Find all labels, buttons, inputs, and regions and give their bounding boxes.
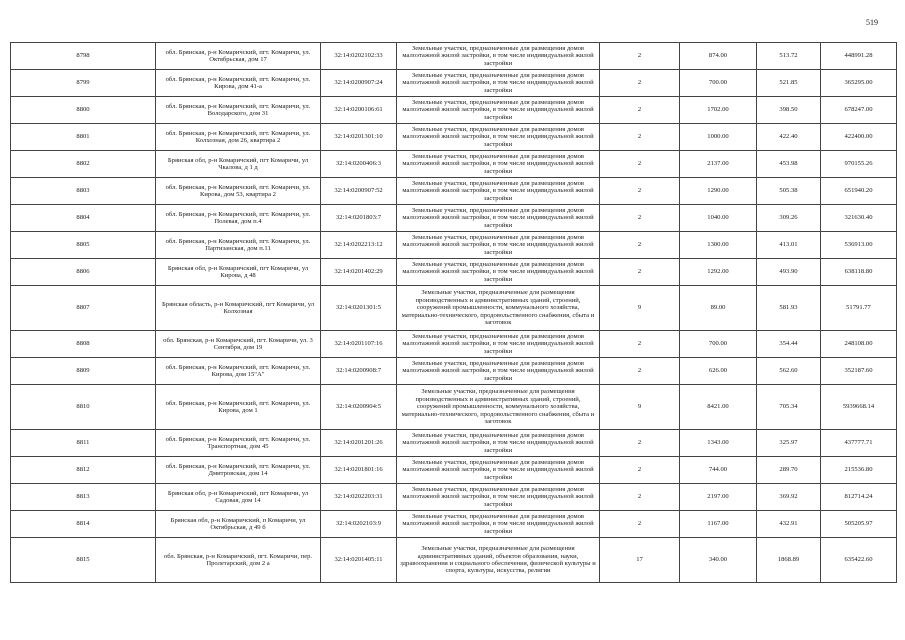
address-cell: Брянская обл, р-н Комаричский, пгт Комаричи, ул Садовая, дом 14: [156, 484, 321, 511]
row-id-cell: 8805: [11, 232, 156, 259]
group-number-cell: 2: [600, 484, 680, 511]
group-number-cell: 2: [600, 97, 680, 124]
group-number-cell: 2: [600, 124, 680, 151]
row-id-cell: 8813: [11, 484, 156, 511]
table-row: [11, 511, 897, 538]
area-cell: 626.00: [680, 358, 757, 385]
table-row: [11, 385, 897, 430]
land-use-purpose-cell: Земельные участки, предназначенные для размещения производственных и административных зданий, строений, сооружений промышленности, коммунального хозяйства, материально-технического, продовольственного снабжения, сбыта и заготовок: [397, 385, 600, 430]
area-cell: 1343.00: [680, 430, 757, 457]
address-cell: Брянская обл, р-н Комаричский, пгт Комаричи, ул Кирова, д 48: [156, 259, 321, 286]
area-cell: 744.00: [680, 457, 757, 484]
specific-value-cell: 1868.89: [757, 538, 821, 583]
area-cell: 89.00: [680, 286, 757, 331]
row-id-cell: 8799: [11, 70, 156, 97]
specific-value-cell: 325.97: [757, 430, 821, 457]
row-id-cell: 8815: [11, 538, 156, 583]
cadastral-value-cell: 635422.60: [821, 538, 897, 583]
row-id-cell: 8812: [11, 457, 156, 484]
cadastral-number-cell: 32:14:0201405:11: [321, 538, 397, 583]
group-number-cell: 9: [600, 385, 680, 430]
cadastral-value-cell: 248108.00: [821, 331, 897, 358]
row-id-cell: 8807: [11, 286, 156, 331]
row-id-cell: 8810: [11, 385, 156, 430]
area-cell: 700.00: [680, 331, 757, 358]
row-id-cell: 8809: [11, 358, 156, 385]
specific-value-cell: 453.98: [757, 151, 821, 178]
area-cell: 1290.00: [680, 178, 757, 205]
cadastral-value-cell: 448991.28: [821, 43, 897, 70]
table-row: [11, 430, 897, 457]
row-id-cell: 8801: [11, 124, 156, 151]
table-row: [11, 97, 897, 124]
group-number-cell: 2: [600, 70, 680, 97]
row-id-cell: 8800: [11, 97, 156, 124]
row-id-cell: 8804: [11, 205, 156, 232]
area-cell: 700.00: [680, 70, 757, 97]
area-cell: 1167.00: [680, 511, 757, 538]
group-number-cell: 2: [600, 430, 680, 457]
table-row: [11, 178, 897, 205]
cadastral-value-cell: 352187.60: [821, 358, 897, 385]
row-id-cell: 8798: [11, 43, 156, 70]
cadastral-number-cell: 32:14:0201301:10: [321, 124, 397, 151]
specific-value-cell: 562.60: [757, 358, 821, 385]
cadastral-value-cell: 437777.71: [821, 430, 897, 457]
table-row: [11, 259, 897, 286]
specific-value-cell: 513.72: [757, 43, 821, 70]
group-number-cell: 2: [600, 358, 680, 385]
cadastral-number-cell: 32:14:0201801:16: [321, 457, 397, 484]
group-number-cell: 2: [600, 151, 680, 178]
land-use-purpose-cell: Земельные участки, предназначенные для размещения домов малоэтажной жилой застройки, в том числе индивидуальной жилой застройки: [397, 259, 600, 286]
cadastral-value-cell: 422400.00: [821, 124, 897, 151]
cadastral-value-cell: 215536.80: [821, 457, 897, 484]
specific-value-cell: 398.50: [757, 97, 821, 124]
row-id-cell: 8802: [11, 151, 156, 178]
land-use-purpose-cell: Земельные участки, предназначенные для размещения домов малоэтажной жилой застройки, в том числе индивидуальной жилой застройки: [397, 151, 600, 178]
specific-value-cell: 309.26: [757, 205, 821, 232]
land-use-purpose-cell: Земельные участки, предназначенные для размещения домов малоэтажной жилой застройки, в том числе индивидуальной жилой застройки: [397, 430, 600, 457]
group-number-cell: 9: [600, 286, 680, 331]
address-cell: обл. Брянская, р-н Комаричский, пгт. Комаричи, ул. Октябрьская, дом 17: [156, 43, 321, 70]
address-cell: обл. Брянская, р-н Комаричский, пгт. Комаричи, ул. Кирова, дом 53, квартира 2: [156, 178, 321, 205]
cadastral-value-cell: 536913.00: [821, 232, 897, 259]
land-use-purpose-cell: Земельные участки, предназначенные для размещения домов малоэтажной жилой застройки, в том числе индивидуальной жилой застройки: [397, 232, 600, 259]
land-use-purpose-cell: Земельные участки, предназначенные для размещения административных зданий, объектов образования, науки, здравоохранения и социального обеспечения, физической культуры и спорта, культуры, искусства, религии: [397, 538, 600, 583]
cadastral-number-cell: 32:14:0200406:3: [321, 151, 397, 178]
cadastral-value-cell: 638118.80: [821, 259, 897, 286]
land-use-purpose-cell: Земельные участки, предназначенные для размещения домов малоэтажной жилой застройки, в том числе индивидуальной жилой застройки: [397, 124, 600, 151]
land-use-purpose-cell: Земельные участки, предназначенные для размещения домов малоэтажной жилой застройки, в том числе индивидуальной жилой застройки: [397, 484, 600, 511]
address-cell: обл. Брянская, р-н Комаричский, пгт. Комаричи, ул. Транспортная, дом 45: [156, 430, 321, 457]
address-cell: Брянская область, р-н Комаричский, пгт Комаричи, ул Колхозная: [156, 286, 321, 331]
row-id-cell: 8806: [11, 259, 156, 286]
land-use-purpose-cell: Земельные участки, предназначенные для размещения домов малоэтажной жилой застройки, в том числе индивидуальной жилой застройки: [397, 97, 600, 124]
address-cell: обл. Брянская, р-н Комаричский, пгт. Комаричи, ул. Володарского, дом 31: [156, 97, 321, 124]
land-register-table: [10, 42, 897, 583]
specific-value-cell: 493.90: [757, 259, 821, 286]
table-row: [11, 151, 897, 178]
cadastral-value-cell: 505205.97: [821, 511, 897, 538]
address-cell: обл. Брянская, р-н Комаричский, пгт. Комаричи, ул. Полевая, дом п.4: [156, 205, 321, 232]
address-cell: Брянская обл, р-н Комаричский, п Комаричи, ул Октябрьская, д 49 б: [156, 511, 321, 538]
group-number-cell: 2: [600, 43, 680, 70]
address-cell: обл. Брянская, р-н Комаричский, пгт. Комаричи, пер. Пролетарский, дом 2 а: [156, 538, 321, 583]
land-use-purpose-cell: Земельные участки, предназначенные для размещения домов малоэтажной жилой застройки, в том числе индивидуальной жилой застройки: [397, 70, 600, 97]
address-cell: Брянская обл, р-н Комаричский, пгт Комаричи, ул Чкалова, д 1 д: [156, 151, 321, 178]
cadastral-value-cell: 970155.26: [821, 151, 897, 178]
specific-value-cell: 289.70: [757, 457, 821, 484]
address-cell: обл. Брянская, р-н Комаричский, пгт. Комаричи, ул. 3 Сентября, дом 19: [156, 331, 321, 358]
cadastral-number-cell: 32:14:0202102:33: [321, 43, 397, 70]
cadastral-number-cell: 32:14:0202203:31: [321, 484, 397, 511]
table-row: [11, 331, 897, 358]
land-use-purpose-cell: Земельные участки, предназначенные для размещения производственных и административных зданий, строений, сооружений промышленности, коммунального хозяйства, материально-технического, продовольственного снабжения, сбыта и заготовок: [397, 286, 600, 331]
cadastral-number-cell: 32:14:0202213:12: [321, 232, 397, 259]
cadastral-number-cell: 32:14:0202103:9: [321, 511, 397, 538]
page-number: 519: [866, 18, 878, 27]
cadastral-value-cell: 5939668.14: [821, 385, 897, 430]
group-number-cell: 2: [600, 205, 680, 232]
cadastral-number-cell: 32:14:0201301:5: [321, 286, 397, 331]
land-use-purpose-cell: Земельные участки, предназначенные для размещения домов малоэтажной жилой застройки, в том числе индивидуальной жилой застройки: [397, 178, 600, 205]
land-use-purpose-cell: Земельные участки, предназначенные для размещения домов малоэтажной жилой застройки, в том числе индивидуальной жилой застройки: [397, 511, 600, 538]
cadastral-number-cell: 32:14:0200907:52: [321, 178, 397, 205]
cadastral-number-cell: 32:14:0200908:7: [321, 358, 397, 385]
cadastral-number-cell: 32:14:0201107:16: [321, 331, 397, 358]
group-number-cell: 2: [600, 511, 680, 538]
area-cell: 1292.00: [680, 259, 757, 286]
cadastral-value-cell: 651940.20: [821, 178, 897, 205]
area-cell: 8421.00: [680, 385, 757, 430]
cadastral-number-cell: 32:14:0201402:29: [321, 259, 397, 286]
group-number-cell: 2: [600, 331, 680, 358]
group-number-cell: 2: [600, 457, 680, 484]
row-id-cell: 8808: [11, 331, 156, 358]
row-id-cell: 8814: [11, 511, 156, 538]
specific-value-cell: 369.92: [757, 484, 821, 511]
table-row: [11, 124, 897, 151]
cadastral-value-cell: 321630.40: [821, 205, 897, 232]
table-row: [11, 286, 897, 331]
table-row: [11, 457, 897, 484]
address-cell: обл. Брянская, р-н Комаричский, пгт. Комаричи, ул. Дмитровская, дом 14: [156, 457, 321, 484]
table-row: [11, 205, 897, 232]
land-use-purpose-cell: Земельные участки, предназначенные для размещения домов малоэтажной жилой застройки, в том числе индивидуальной жилой застройки: [397, 205, 600, 232]
address-cell: обл. Брянская, р-н Комаричский, пгт. Комаричи, ул. Кирова, дом 15"А": [156, 358, 321, 385]
cadastral-value-cell: 678247.00: [821, 97, 897, 124]
table-row: [11, 358, 897, 385]
area-cell: 1000.00: [680, 124, 757, 151]
land-use-purpose-cell: Земельные участки, предназначенные для размещения домов малоэтажной жилой застройки, в том числе индивидуальной жилой застройки: [397, 358, 600, 385]
cadastral-value-cell: 365295.00: [821, 70, 897, 97]
address-cell: обл. Брянская, р-н Комаричский, пгт. Комаричи, ул. Партизанская, дом п.11: [156, 232, 321, 259]
cadastral-number-cell: 32:14:0201201:26: [321, 430, 397, 457]
specific-value-cell: 354.44: [757, 331, 821, 358]
row-id-cell: 8803: [11, 178, 156, 205]
cadastral-number-cell: 32:14:0200907:24: [321, 70, 397, 97]
specific-value-cell: 505.38: [757, 178, 821, 205]
specific-value-cell: 521.85: [757, 70, 821, 97]
specific-value-cell: 705.34: [757, 385, 821, 430]
table-body: [11, 43, 897, 583]
specific-value-cell: 581.93: [757, 286, 821, 331]
group-number-cell: 17: [600, 538, 680, 583]
area-cell: 874.00: [680, 43, 757, 70]
table-row: [11, 232, 897, 259]
area-cell: 2137.00: [680, 151, 757, 178]
area-cell: 1300.00: [680, 232, 757, 259]
address-cell: обл. Брянская, р-н Комаричский, пгт. Комаричи, ул. Кирова, дом 41-а: [156, 70, 321, 97]
group-number-cell: 2: [600, 259, 680, 286]
land-use-purpose-cell: Земельные участки, предназначенные для размещения домов малоэтажной жилой застройки, в том числе индивидуальной жилой застройки: [397, 43, 600, 70]
area-cell: 1040.00: [680, 205, 757, 232]
address-cell: обл. Брянская, р-н Комаричский, пгт. Комаричи, ул. Кирова, дом 1: [156, 385, 321, 430]
table-row: [11, 70, 897, 97]
table-row: [11, 43, 897, 70]
group-number-cell: 2: [600, 178, 680, 205]
area-cell: 1702.00: [680, 97, 757, 124]
cadastral-number-cell: 32:14:0201803:7: [321, 205, 397, 232]
specific-value-cell: 422.40: [757, 124, 821, 151]
cadastral-number-cell: 32:14:0200904:5: [321, 385, 397, 430]
group-number-cell: 2: [600, 232, 680, 259]
land-use-purpose-cell: Земельные участки, предназначенные для размещения домов малоэтажной жилой застройки, в том числе индивидуальной жилой застройки: [397, 331, 600, 358]
specific-value-cell: 413.01: [757, 232, 821, 259]
cadastral-number-cell: 32:14:0200106:61: [321, 97, 397, 124]
area-cell: 340.00: [680, 538, 757, 583]
cadastral-value-cell: 812714.24: [821, 484, 897, 511]
specific-value-cell: 432.91: [757, 511, 821, 538]
land-use-purpose-cell: Земельные участки, предназначенные для размещения домов малоэтажной жилой застройки, в том числе индивидуальной жилой застройки: [397, 457, 600, 484]
table-row: [11, 484, 897, 511]
area-cell: 2197.00: [680, 484, 757, 511]
cadastral-value-cell: 51791.77: [821, 286, 897, 331]
row-id-cell: 8811: [11, 430, 156, 457]
address-cell: обл. Брянская, р-н Комаричский, пгт. Комаричи, ул. Колхозная, дом 26, квартира 2: [156, 124, 321, 151]
table-row: [11, 538, 897, 583]
